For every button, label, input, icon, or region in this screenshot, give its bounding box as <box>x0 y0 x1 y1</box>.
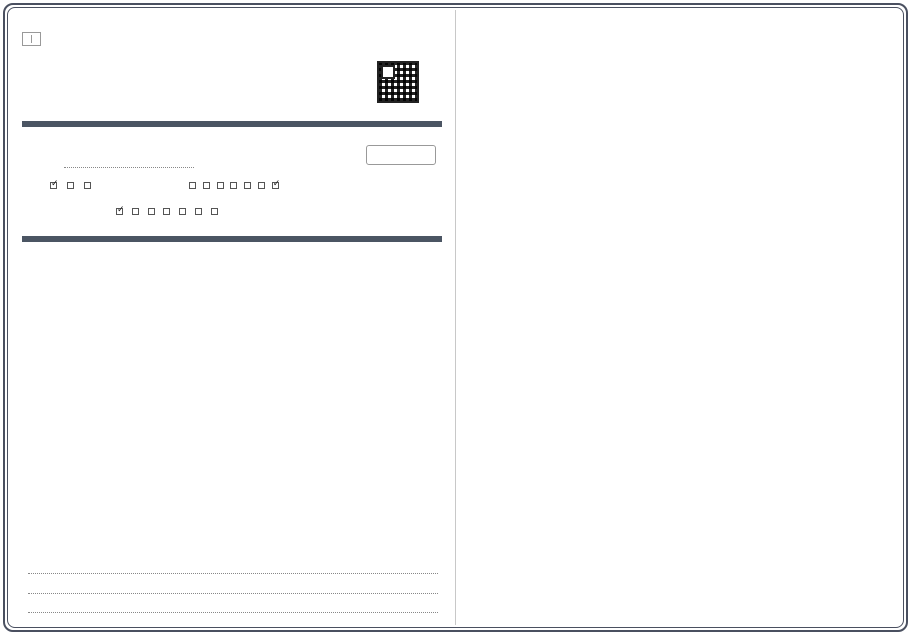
checkbox-icon[interactable] <box>244 182 251 189</box>
relation-option[interactable] <box>179 207 187 215</box>
left-page <box>22 14 442 46</box>
relation-option[interactable] <box>163 207 171 215</box>
checkbox-icon[interactable] <box>116 208 123 215</box>
checkbox-icon[interactable] <box>203 182 210 189</box>
reason-line[interactable] <box>28 573 438 574</box>
relation-option[interactable] <box>211 207 219 215</box>
center-fold <box>455 10 456 625</box>
relation-option[interactable] <box>148 207 156 215</box>
gender-option[interactable] <box>84 181 92 189</box>
checkbox-icon[interactable] <box>217 182 224 189</box>
relation-option[interactable] <box>195 207 203 215</box>
checkbox-icon[interactable] <box>179 208 186 215</box>
checkbox-icon[interactable] <box>211 208 218 215</box>
name-field[interactable] <box>64 167 194 168</box>
gender-option[interactable] <box>50 181 58 189</box>
checkbox-icon[interactable] <box>230 182 237 189</box>
section2-title <box>22 236 442 242</box>
checkbox-icon[interactable] <box>148 208 155 215</box>
qr-code-icon[interactable] <box>377 61 419 103</box>
reason-line[interactable] <box>28 612 438 613</box>
age-option[interactable] <box>230 181 238 189</box>
age-option[interactable] <box>203 181 211 189</box>
age-option[interactable] <box>217 181 225 189</box>
checkbox-icon[interactable] <box>189 182 196 189</box>
age-option[interactable] <box>258 181 266 189</box>
checkbox-icon[interactable] <box>67 182 74 189</box>
relation-option[interactable] <box>116 207 124 215</box>
consent-note <box>366 145 436 165</box>
section2 <box>22 236 442 242</box>
name-row <box>24 151 440 173</box>
checkbox-icon[interactable] <box>272 182 279 189</box>
relation-option[interactable] <box>132 207 140 215</box>
age-options <box>189 180 280 189</box>
section1-title <box>22 121 442 127</box>
checkbox-icon[interactable] <box>163 208 170 215</box>
checkbox-icon[interactable] <box>195 208 202 215</box>
gender-options <box>50 180 98 189</box>
section1 <box>22 121 442 127</box>
checkbox-icon[interactable] <box>84 182 91 189</box>
checkbox-icon[interactable] <box>132 208 139 215</box>
checkbox-icon[interactable] <box>50 182 57 189</box>
time-value <box>31 35 36 43</box>
intro-text <box>22 28 442 46</box>
checkbox-icon[interactable] <box>258 182 265 189</box>
age-option[interactable] <box>244 181 252 189</box>
relation-options <box>116 206 219 215</box>
time-badge <box>22 32 41 46</box>
reason-line[interactable] <box>28 593 438 594</box>
age-option[interactable] <box>189 181 197 189</box>
gender-option[interactable] <box>67 181 75 189</box>
age-option[interactable] <box>272 181 280 189</box>
